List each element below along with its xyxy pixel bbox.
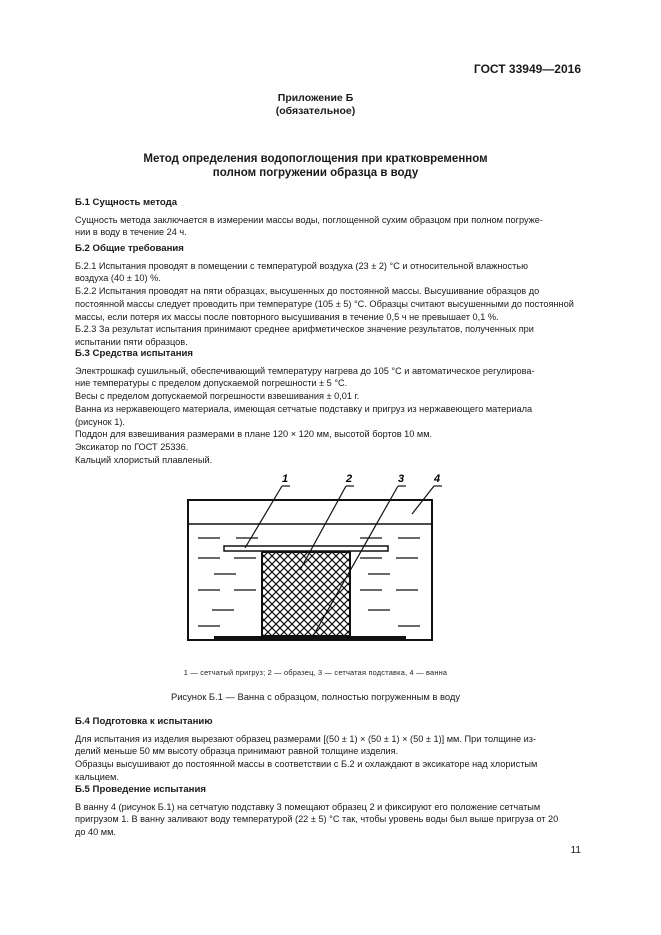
paragraph-line: Кальций хлористый плавленый. — [75, 454, 213, 465]
figure-label-2: 2 — [346, 473, 353, 485]
paragraph-line: воздуха (40 ± 10) %. — [75, 273, 161, 284]
paragraph-line: Ванна из нержавеющего материала, имеющая сетчатые подставку и пригруз из нержавеющего материала — [75, 403, 533, 414]
section-b3 — [75, 348, 582, 466]
paragraph-line: делий меньше 50 мм высоту образца принимают равной толщине изделия. — [75, 746, 399, 757]
section-heading: Б.5 Проведение испытания — [75, 784, 206, 795]
section-b5 — [75, 784, 582, 839]
paragraph-line: Б.2.2 Испытания проводят на пяти образцах, высушенных до постоянной массы. Высушивание образцов до — [75, 286, 540, 297]
paragraph-line: Весы с пределом допускаемой погрешности взвешивания ± 0,01 г. — [75, 391, 360, 402]
paragraph-line: массы, если потеря их массы после повторного высушивания в течение 0,5 ч не превышает 0,1 %. — [75, 311, 499, 322]
method-title-line1: Метод определения водопоглощения при кратковременном — [143, 153, 488, 165]
paragraph-line: Электрошкаф сушильный, обеспечивающий температуру нагрева до 105 °С и автоматическое регулирова- — [75, 365, 535, 376]
paragraph-line: нии в воду в течение 24 ч. — [75, 227, 187, 238]
paragraph-line: Образцы высушивают до постоянной массы в соответствии с Б.2 и охлаждают в эксикаторе над хлористым — [75, 759, 538, 770]
paragraph-line: (рисунок 1). — [75, 416, 125, 427]
paragraph-line: Эксикатор по ГОСТ 25336. — [75, 441, 189, 452]
paragraph-line: Б.2.3 За результат испытания принимают среднее арифметическое значение результатов, полученных при — [75, 324, 534, 335]
annex-title: Приложение Б — [277, 92, 354, 104]
section-b2 — [75, 243, 582, 349]
figure-label-4: 4 — [434, 473, 441, 485]
paragraph-line: испытании пяти образцов. — [75, 336, 188, 347]
mesh-stand — [214, 636, 406, 641]
figure-legend: 1 — сетчатый пригруз; 2 — образец, 3 — сетчатая подставка, 4 — ванна — [183, 668, 448, 677]
paragraph-line: Поддон для взвешивания размерами в плане 120 × 120 мм, высотой бортов 10 мм. — [75, 429, 433, 440]
annex-status: (обязательное) — [275, 105, 356, 117]
standard-number: ГОСТ 33949—2016 — [473, 62, 581, 76]
paragraph-line: Сущность метода заключается в измерении массы воды, поглощенной сухим образцом при полном погруже- — [75, 214, 543, 225]
section-b1 — [75, 197, 582, 239]
figure-label-1: 1 — [282, 473, 289, 485]
section-heading: Б.4 Подготовка к испытанию — [75, 716, 213, 727]
bath-figure — [0, 460, 661, 660]
paragraph-line: ние температуры с пределом допускаемой погрешности ± 5 °С. — [75, 378, 348, 389]
section-b4 — [75, 716, 582, 784]
method-title-line2: полном погружении образца в воду — [212, 167, 419, 179]
paragraph-line: кальцием. — [75, 771, 119, 782]
paragraph-line: пригрузом 1. В ванну заливают воду температурой (22 ± 5) °С так, чтобы уровень воды был выше пригруза от 20 — [75, 814, 559, 825]
figure-caption: Рисунок Б.1 — Ванна с образцом, полностью погруженным в воду — [170, 691, 461, 702]
section-heading: Б.3 Средства испытания — [75, 348, 194, 359]
paragraph-line: Для испытания из изделия вырезают образец размерами [(50 ± 1) × (50 ± 1) × (50 ± 1)] мм. При толщине из- — [75, 733, 537, 744]
paragraph-line: до 40 мм. — [75, 827, 116, 838]
paragraph-line: В ванну 4 (рисунок Б.1) на сетчатую подставку 3 помещают образец 2 и фиксируют его положение сетчатым — [75, 801, 541, 812]
section-heading: Б.1 Сущность метода — [75, 197, 178, 208]
section-heading: Б.2 Общие требования — [75, 243, 184, 254]
paragraph-line: Б.2.1 Испытания проводят в помещении с температурой воздуха (23 ± 2) °С и относительной влажностью — [75, 260, 528, 271]
paragraph-line: постоянной массы следует проводить при температуре (105 ± 5) °С. Образцы считают высушенными до постоянной — [75, 298, 574, 309]
figure-label-3: 3 — [398, 473, 405, 485]
page-number: 11 — [570, 845, 581, 856]
